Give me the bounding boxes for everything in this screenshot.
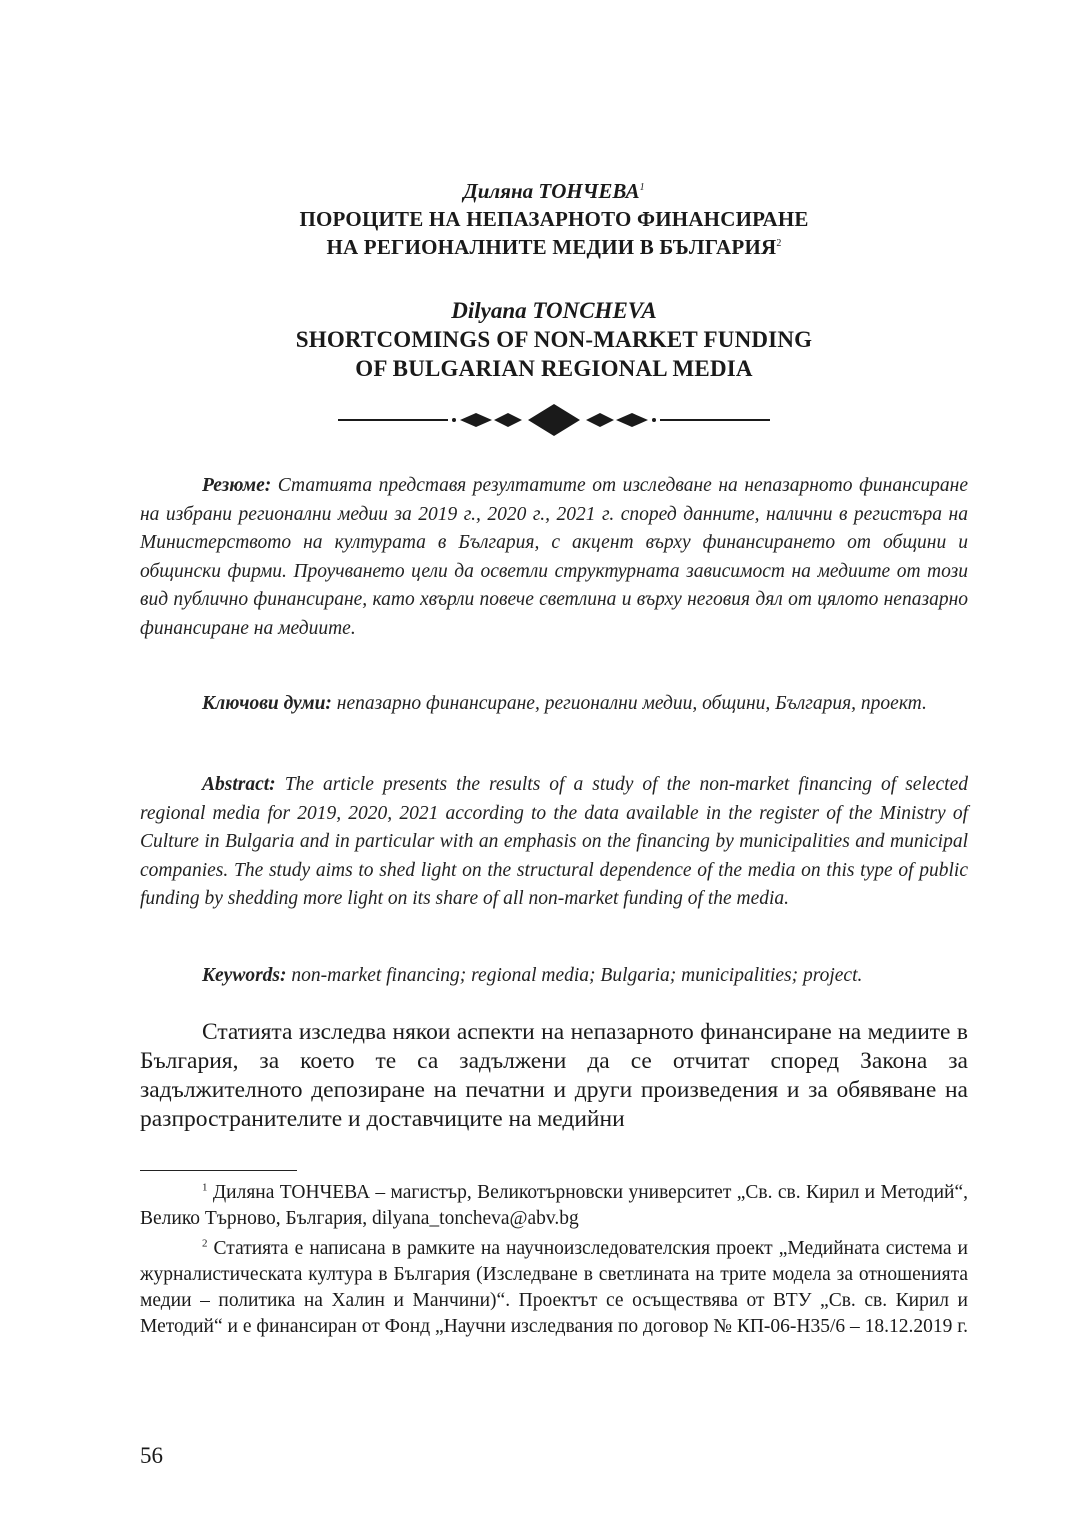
ornament-diamond-1 <box>460 413 492 427</box>
title-en-line-2: OF BULGARIAN REGIONAL MEDIA <box>355 356 753 381</box>
abstract-bg-label: Резюме: <box>202 475 272 496</box>
keywords-en-label: Keywords: <box>202 965 287 986</box>
author-bg-name: Диляна ТОНЧЕВА <box>463 179 640 203</box>
title-en-line-1: SHORTCOMINGS OF NON-MARKET FUNDING <box>295 327 813 352</box>
title-bg-line-1: ПОРОЦИТЕ НА НЕПАЗАРНОТО ФИНАНСИРАНЕ <box>299 207 809 231</box>
abstract-en-text: The article presents the results of a study of the non-market financing of selected regional media for 2019, 2020, 2021 according to the data available in the register of the Ministry of Culture in Bulgaria and in particular with an emphasis on the financing by municipalities and municipal companies. The study aims to shed light on the structural dependence of the media on this type of public funding by shedding more light on its share of all non-market funding of the media. <box>140 774 968 909</box>
footnote-1 <box>140 1180 968 1232</box>
footnote-separator <box>140 1170 297 1171</box>
ornament-divider <box>338 403 770 437</box>
keywords-bg-text: непазарно финансиране, регионални медии, общини, България, проект. <box>331 693 927 714</box>
abstract-en-label: Abstract: <box>202 774 276 795</box>
keywords-bg <box>140 690 968 719</box>
body-paragraph-1: Статията изследва някои аспекти на непазарното финансиране на медиите в България, за което те са задължени да се отчитат според Закона за задължителното депозиране на печатни и други произведения и за обявяване на разпространителите и доставчиците на медийни <box>140 1019 968 1132</box>
author-bg <box>140 177 968 205</box>
ornament-diamond-4 <box>616 413 648 427</box>
ornament-dot-right <box>652 418 656 422</box>
keywords-bg-label: Ключови думи: <box>202 693 332 714</box>
title-bg-line-2 <box>140 233 968 261</box>
abstract-bg-text: Статията представя резултатите от изследване на непазарното финансиране на избрани регионални медии за 2019 г., 2020 г., 2021 г. според данните, налични в регистъра на Министерството на културата в България, с акцент върху финансирането от общини и общински фирми. Проучването цели да осветли структурната зависимост на медиите от този вид публично финансиране, като хвърли повече светлина и върху неговия дял от цялото непазарно финансиране на медиите. <box>140 475 968 639</box>
ornament-dot-left <box>452 418 456 422</box>
page-number: 56 <box>140 1443 163 1468</box>
keywords-en <box>140 962 968 991</box>
author-en: Dilyana TONCHEVA <box>451 298 657 323</box>
footnote-2 <box>140 1236 968 1340</box>
title-bg-line-2-text: НА РЕГИОНАЛНИТЕ МЕДИИ В БЪЛГАРИЯ <box>326 235 777 259</box>
footnote-2-text: Статията е написана в рамките на научноизследователския проект „Медийната система и журналистическата култура в България (Изследване в светлината на трите модела за отношенията медии – политика на Халин и Манчини)“. Проектът се осъществява от ВТУ „Св. св. Кирил и Методий“ и е финансиран от Фонд „Научни изследвания по договор № КП-06-Н35/6 – 18.12.2019 г. <box>140 1238 968 1337</box>
ornament-diamond-2 <box>494 413 522 427</box>
footnote-ref-1[interactable]: 1 <box>639 182 645 193</box>
keywords-en-text: non-market financing; regional media; Bulgaria; municipalities; project. <box>286 965 863 986</box>
abstract-en <box>140 771 968 914</box>
header-bg <box>140 177 968 261</box>
ornament-diamond-center <box>528 404 580 436</box>
footnote-2-mark: 2 <box>202 1237 208 1250</box>
ornament-diamond-3 <box>586 413 614 427</box>
footnote-ref-2[interactable]: 2 <box>776 238 782 249</box>
footnote-1-text: Диляна ТОНЧЕВА – магистър, Великотърновски университет „Св. св. Кирил и Методий“, Велико Търново, България, dilyana_toncheva@abv.bg <box>140 1182 968 1229</box>
abstract-bg <box>140 472 968 643</box>
header-en <box>140 296 968 383</box>
footnote-1-mark: 1 <box>202 1181 208 1194</box>
